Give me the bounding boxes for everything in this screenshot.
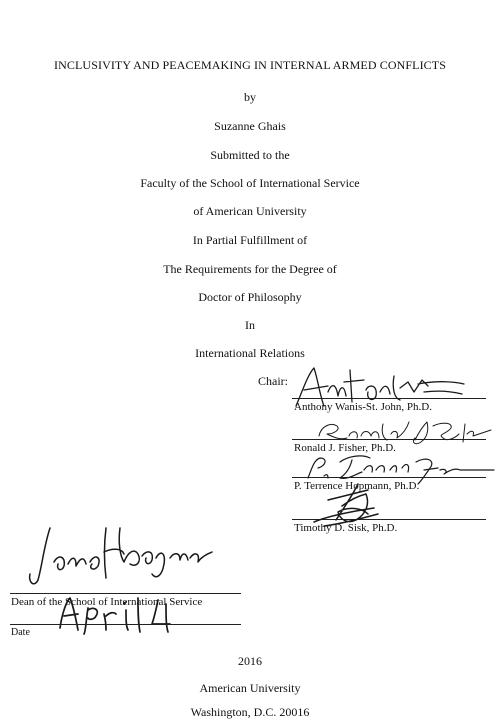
submitted-to-label: Submitted to the [210, 148, 290, 162]
by-label: by [244, 90, 256, 104]
committee-member-name: Ronald J. Fisher, Ph.D. [294, 442, 396, 454]
fulfillment-line: In Partial Fulfillment of [192, 233, 308, 247]
signature-icon [315, 416, 495, 446]
faculty-line: Faculty of the School of International Service [140, 176, 360, 190]
signature-icon [288, 362, 468, 412]
dissertation-title: INCLUSIVITY AND PEACEMAKING IN INTERNAL ARMED CONFLICTS [54, 58, 446, 72]
requirements-line: The Requirements for the Degree of [163, 262, 337, 276]
committee-member-name: Timothy D. Sisk, Ph.D. [294, 522, 398, 534]
university-name: American University [199, 681, 301, 695]
date-line [10, 624, 241, 625]
chair-label: Chair: [258, 374, 288, 388]
degree-line: Doctor of Philosophy [198, 290, 302, 304]
committee-member-name: P. Terrence Hopmann, Ph.D. [294, 480, 420, 492]
author-name: Suzanne Ghais [214, 119, 286, 133]
year: 2016 [238, 654, 262, 668]
date-label: Date [11, 627, 30, 638]
signature-icon [308, 480, 388, 528]
field-line: International Relations [195, 346, 305, 360]
committee-member-name: Anthony Wanis-St. John, Ph.D. [294, 401, 432, 413]
university-line: of American University [193, 204, 307, 218]
dean-label: Dean of the School of International Service [11, 596, 203, 608]
location: Washington, D.C. 20016 [190, 705, 310, 719]
signature-line-dean [10, 593, 241, 594]
in-label: In [245, 318, 255, 332]
signature-icon [24, 522, 224, 588]
